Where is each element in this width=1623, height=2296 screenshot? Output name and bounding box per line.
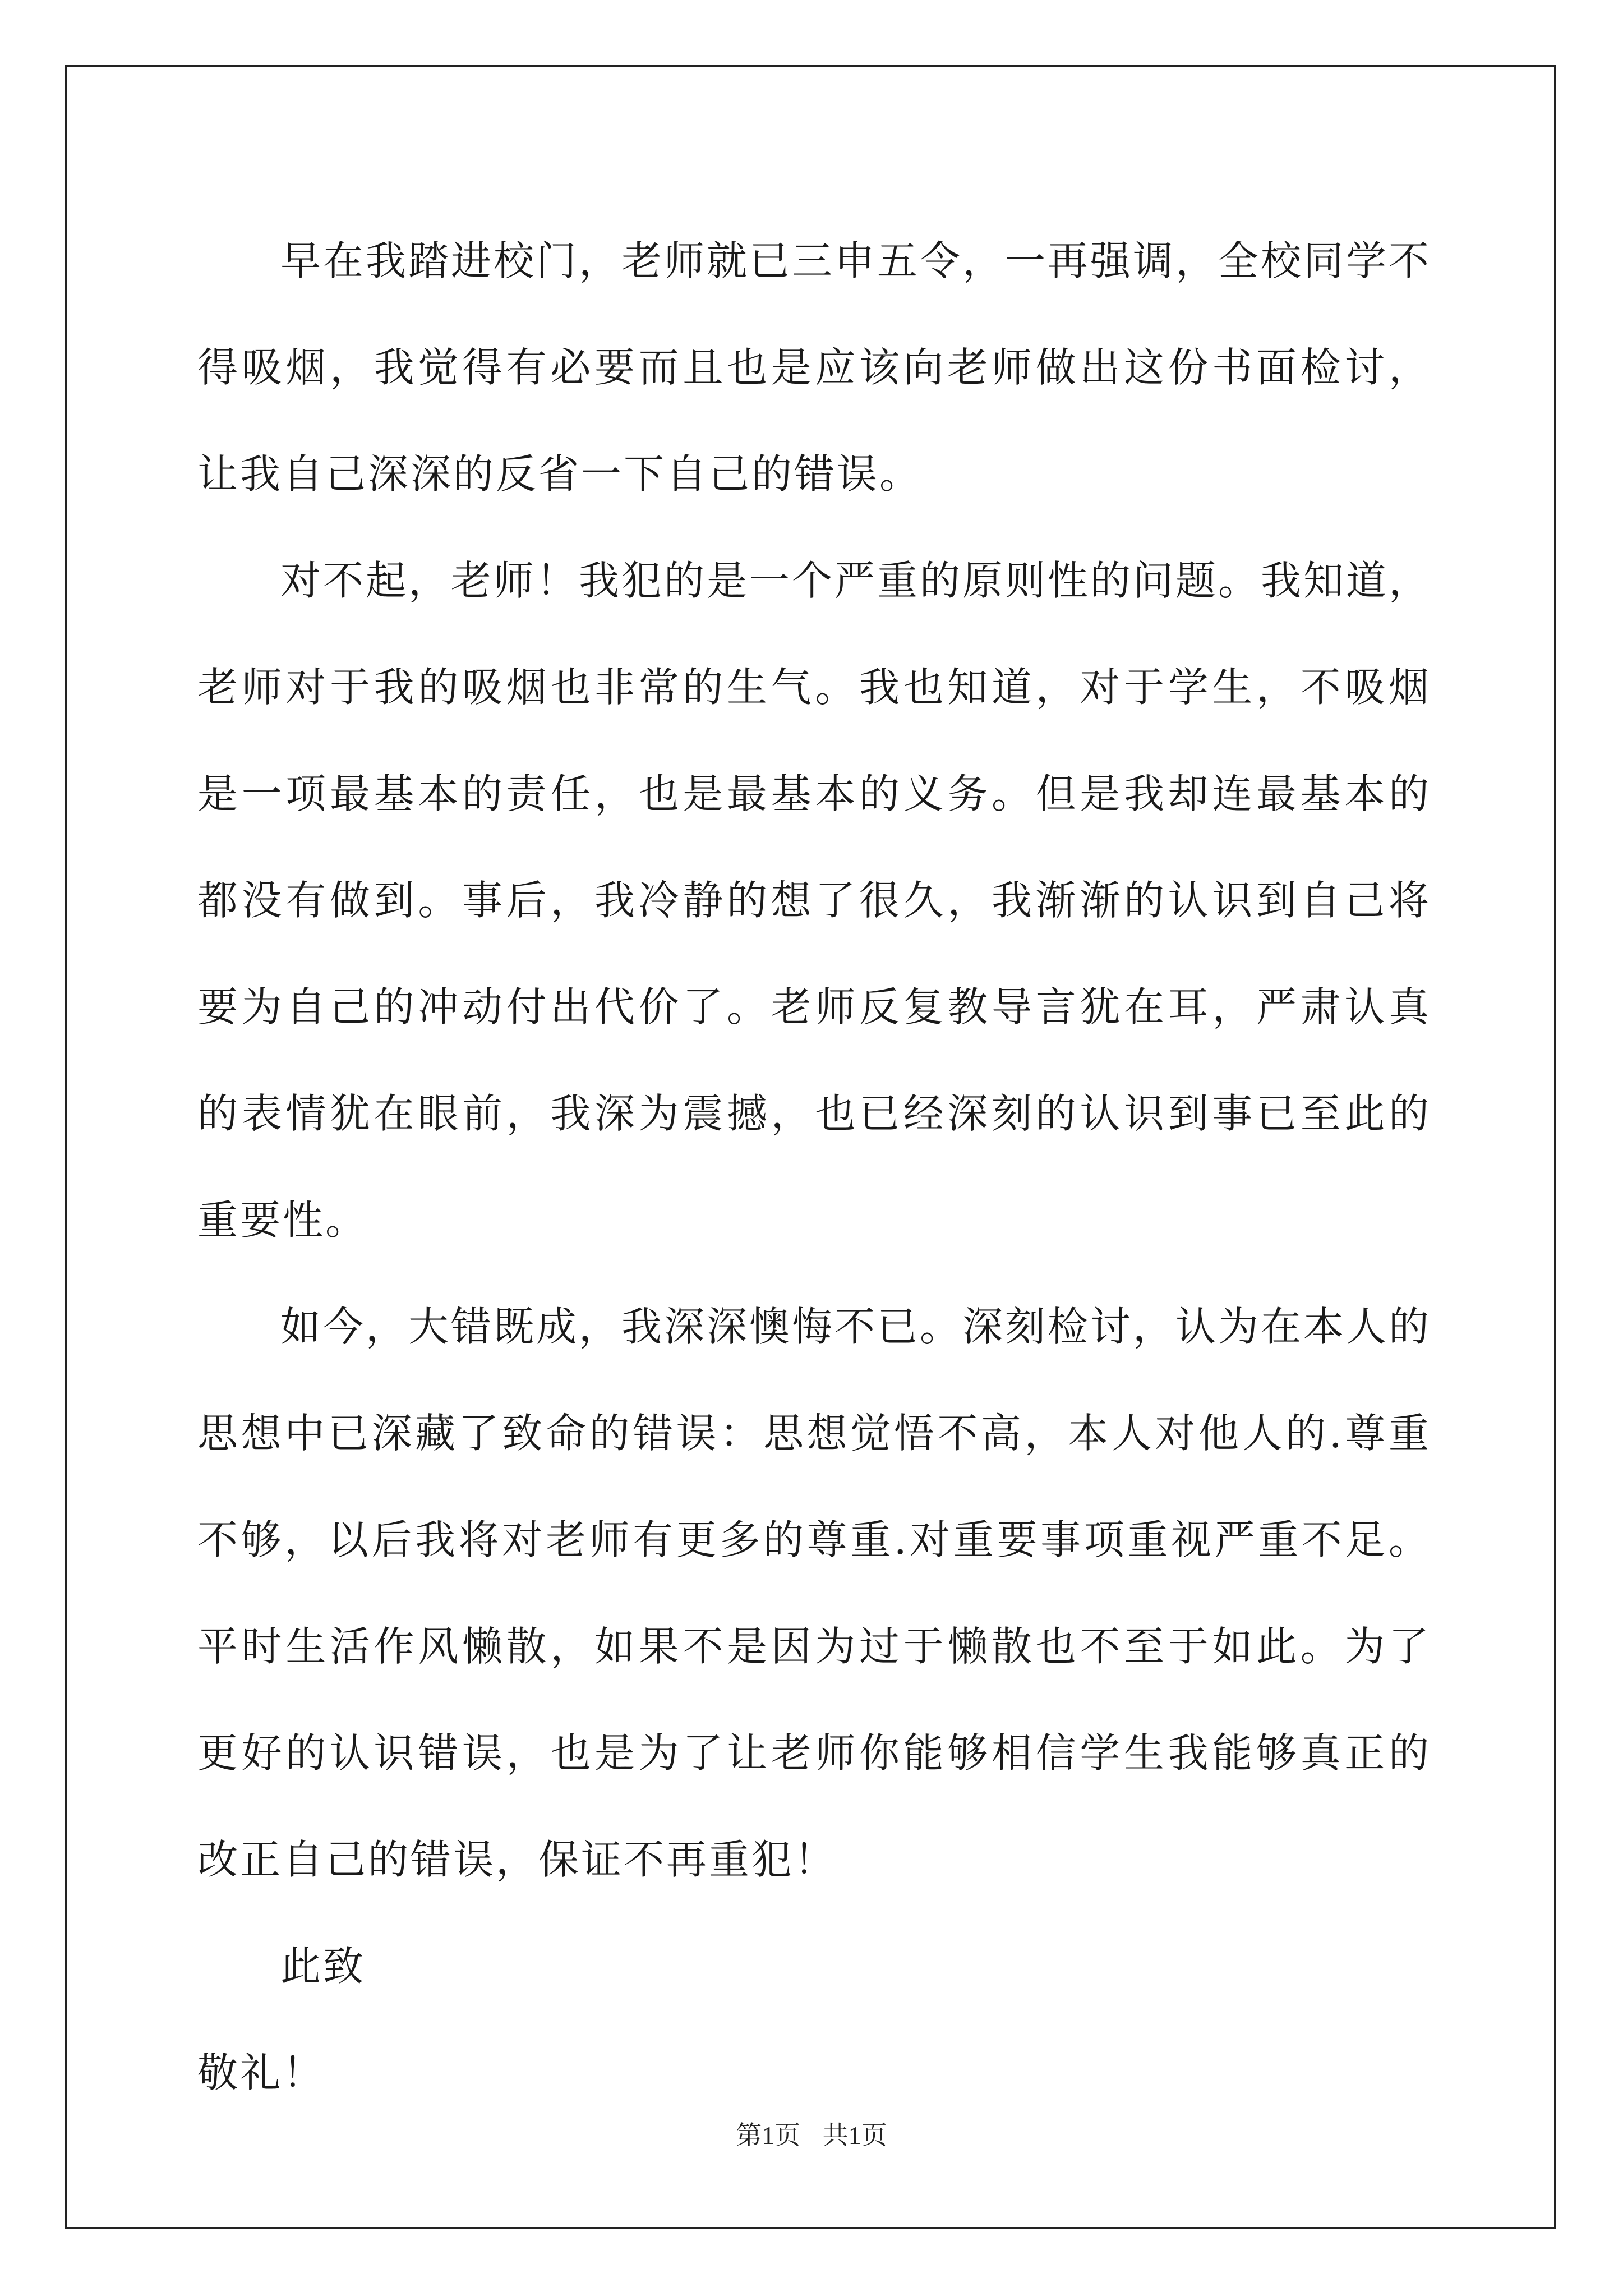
paragraph-3: 如今，大错既成，我深深懊悔不已。深刻检讨，认为在本人的思想中已深藏了致命的错误：思想觉悟不高，本人对他人的.尊重不够，以后我将对老师有更多的尊重.对重要事项重视严重不足。平时生活作风懒散，如果不是因为过于懒散也不至于如此。为了更好的认识错误，也是为了让老师你能够相信学生我能够真正的改正自己的错误，保证不再重犯！ (197, 1303, 1432, 1883)
page-footer (0, 2115, 1623, 2152)
document-body (197, 208, 1431, 2126)
page-number-total: 共1页 (822, 2121, 887, 2150)
closing-line: 此致 (280, 1943, 366, 1990)
page-number-current: 第1页 (736, 2121, 801, 2150)
paragraph-1: 早在我踏进校门，老师就已三申五令，一再强调，全校同学不得吸烟，我觉得有必要而且也是应该向老师做出这份书面检讨，让我自己深深的反省一下自己的错误。 (197, 237, 1432, 498)
paragraph-2: 对不起，老师！我犯的是一个严重的原则性的问题。我知道，老师对于我的吸烟也非常的生气。我也知道，对于学生，不吸烟是一项最基本的责任，也是最基本的义务。但是我却连最基本的都没有做到。事后，我冷静的想了很久，我渐渐的认识到自己将要为自己的冲动付出代价了。老师反复教导言犹在耳，严肃认真的表情犹在眼前，我深为震撼，也已经深刻的认识到事已至此的重要性。 (197, 557, 1432, 1244)
salutation-line: 敬礼！ (197, 2049, 326, 2096)
